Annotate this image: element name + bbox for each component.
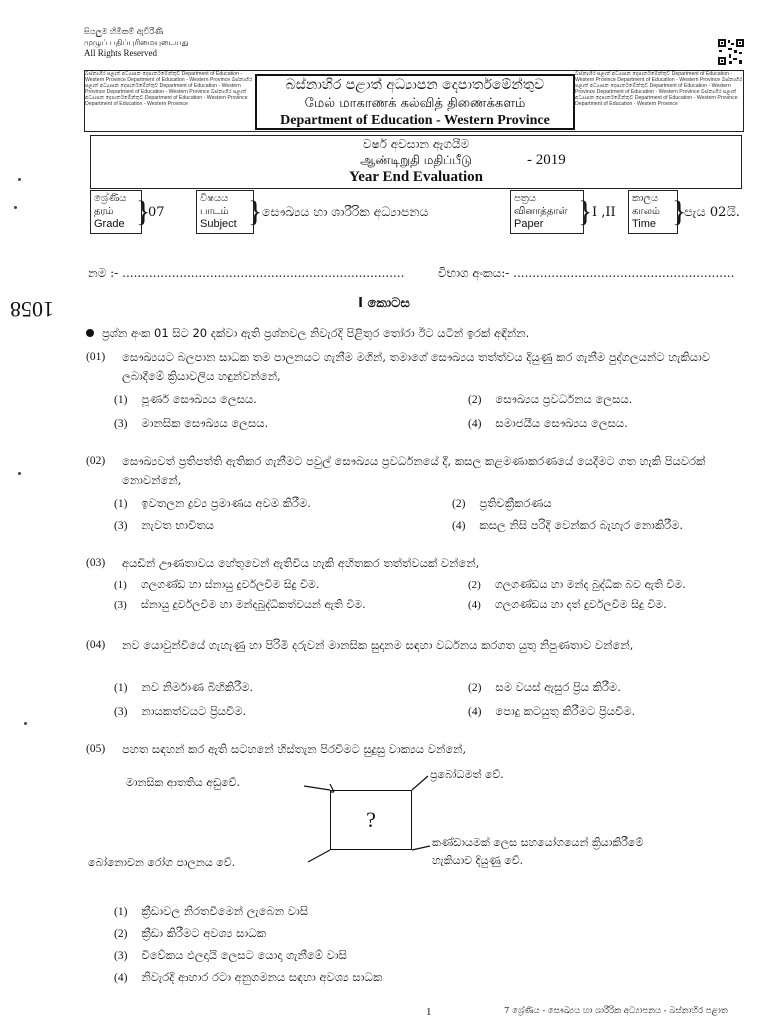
subject-value: සෞඛ්‍යය හා ශාරීරික අධ්‍යාපනය bbox=[262, 204, 429, 219]
question-number: (04) bbox=[86, 639, 106, 651]
question-text: සෞඛ්‍යයට බලපාන සාධක තම පාලනයට ගැනීම මගින්, තමාගේ සෞඛ්‍යය තත්ත්වය දියුණු කර ගැනීම පුද්ගලයන්ට හැකියාව ලබාදීමේ ක්‍රියාවලිය හඳුන්වන්නේ, bbox=[122, 350, 711, 383]
option[interactable] bbox=[114, 926, 266, 941]
time-label-cell bbox=[628, 190, 678, 234]
name-field[interactable] bbox=[88, 266, 404, 281]
diagram-label-top-left: මානසික ආතතිය අඩුවේ. bbox=[126, 776, 241, 789]
option-number: (1) bbox=[114, 579, 127, 591]
option-number: (4) bbox=[452, 520, 466, 532]
option[interactable] bbox=[468, 680, 621, 695]
option[interactable] bbox=[114, 496, 311, 511]
option-text: ගලගණ්ඩය හා දත් දුර්වලවීම සිදු වීම. bbox=[494, 598, 667, 611]
option-number: (1) bbox=[114, 498, 128, 510]
option-text: පොදු කටයුතු කිරීමට ප්‍රියවීම. bbox=[495, 704, 636, 718]
option[interactable] bbox=[114, 578, 319, 592]
part-title: I කොටස bbox=[358, 296, 410, 311]
option[interactable] bbox=[114, 598, 366, 612]
department-name-ta: மேல் மாகாணக் கல்வித் திணைக்களம் bbox=[304, 96, 526, 111]
evaluation-title-en: Year End Evaluation bbox=[349, 169, 483, 185]
name-dotted-line: .......................................................................... bbox=[122, 266, 405, 280]
option[interactable] bbox=[468, 578, 686, 592]
diagram-label-top-right: ප්‍රබෝධමත් වේ. bbox=[430, 768, 504, 781]
scan-dot bbox=[18, 178, 21, 181]
option-number: (4) bbox=[468, 418, 482, 430]
option[interactable] bbox=[452, 496, 552, 511]
option-number: (4) bbox=[468, 706, 482, 718]
subject-label-ta: பாடம் bbox=[200, 206, 229, 217]
time-label-ta: காலம் bbox=[632, 206, 660, 217]
diagram-label-bottom-right-2: හැකියාව දියුණු වේ. bbox=[432, 854, 524, 867]
option-text: ඉවතලන ද්‍රව්‍ය ප්‍රමාණය අවම කිරීම. bbox=[141, 496, 311, 510]
option-text: සෞඛ්‍යය ප්‍රවර්ධනය ලෙසය. bbox=[495, 392, 633, 406]
option-number: (3) bbox=[114, 706, 128, 718]
question-text: අයඩින් ඌණතාවය හේතුවෙන් ඇතිවිය හැකි අහිතකර තත්ත්වයක් වන්නේ, bbox=[122, 556, 480, 570]
time-label-si: කාලය bbox=[632, 193, 659, 204]
option-text: නිවැරදි ආහාර රටා අනුගමනය සඳහා අවශ්‍ය සාධක bbox=[141, 970, 383, 984]
diagram-label-bottom-left: බෝනොවන රෝග පාලනය වේ. bbox=[88, 856, 236, 869]
scan-dot bbox=[14, 206, 17, 209]
index-dotted-line: .......................................................... bbox=[513, 266, 735, 280]
option-text: සම වයස් ඇසුර ප්‍රිය කිරීම. bbox=[495, 680, 621, 694]
evaluation-title-ta: ஆண்டிறுதி மதிப்பீடு bbox=[360, 153, 472, 167]
exam-meta-row bbox=[90, 190, 742, 234]
department-header bbox=[84, 70, 744, 132]
qr-code-icon bbox=[717, 38, 745, 66]
option[interactable] bbox=[114, 904, 308, 919]
option-number: (3) bbox=[114, 599, 127, 611]
grade-label-en: Grade bbox=[94, 218, 125, 230]
question-text: සෞඛ්‍යවත් ප්‍රතිපත්ති ඇතිකර ගැනීමට පවුල් සෞඛ්‍යය ප්‍රවර්ධනයේ දී, කසල කළමණාකරණයේ යෙදීමට ගත හැකි පියවරක් නොවන්නේ, bbox=[122, 454, 706, 487]
question-5 bbox=[86, 740, 754, 759]
watermark-pattern-right: බස්නාහිර පළාත් අධ්‍යාපන දෙපාර්තමේන්තුව Department of Education - Western Province Department of Education - Western Province බස්නාහිර පළාත් අධ්‍යාපන දෙපාර්තමේන්තුව Department of Education - Western Province Department of Education - Western Province බස්නාහිර පළාත් අධ්‍යාපන දෙපාර්තමේන්තුව Department of Education - Western Province Department of Education - Western Province bbox=[575, 71, 743, 107]
paper-label-en: Paper bbox=[514, 218, 544, 230]
option[interactable] bbox=[468, 392, 632, 407]
option-text: පූර්ණ සෞඛ්‍යය ලෙසය. bbox=[141, 392, 257, 406]
time-value: පැය 02යි. bbox=[684, 204, 740, 220]
paper-value: I ,II bbox=[592, 204, 616, 220]
option-text: විවේකය ඵලදායි ලෙසට යොදා ගැනීමේ වාසි bbox=[141, 948, 347, 962]
grade-value: 07 bbox=[148, 204, 165, 220]
option-number: (1) bbox=[114, 682, 128, 694]
question-number: (05) bbox=[86, 743, 106, 755]
instruction bbox=[86, 326, 529, 341]
option[interactable] bbox=[468, 704, 635, 719]
instruction-text: ප්‍රශ්න අංක 01 සිට 20 දක්වා ඇති ප්‍රශ්නවල නිවැරදි පිළිතුර තෝරා ඊට යටින් ඉරක් අඳින්න. bbox=[102, 326, 530, 340]
option[interactable] bbox=[114, 948, 347, 963]
question-number: (03) bbox=[86, 557, 106, 569]
copyright-si: සියලුම හිමිකම් ඇවිරිණි bbox=[84, 27, 164, 36]
index-number-label: විභාග අංකය:- bbox=[438, 266, 510, 280]
copyright-block bbox=[84, 26, 189, 59]
question-3 bbox=[86, 554, 754, 573]
evaluation-year: - 2019 bbox=[527, 152, 566, 168]
grade-label-cell bbox=[90, 190, 142, 234]
option[interactable] bbox=[468, 598, 667, 612]
option-text: නැවත භාවිතය bbox=[141, 518, 214, 532]
index-number-field[interactable] bbox=[438, 266, 734, 281]
time-label-en: Time bbox=[632, 218, 657, 230]
department-name-si: බස්නාහිර පළාත් අධ්‍යාපන දෙපාර්තමේන්තුව bbox=[285, 77, 545, 93]
option-text: ස්නායු දුර්වලවීම හා මන්දබුද්ධිකත්වයන් ඇති වීම. bbox=[140, 598, 366, 611]
option-text: ප්‍රතිචක්‍රීකරණය bbox=[479, 496, 552, 510]
paper-label-ta: வினாத்தாள் bbox=[514, 206, 568, 217]
option-text: මානසික සෞඛ්‍යය ලෙසය. bbox=[141, 416, 269, 430]
evaluation-title-box bbox=[90, 135, 742, 189]
option-number: (3) bbox=[114, 950, 128, 962]
department-title-box bbox=[255, 74, 575, 130]
option-text: ක්‍රීඩාවල නිරතවීමෙන් ලැබෙන වාසි bbox=[141, 904, 309, 918]
footer-subject-text: 7 ශ්‍රේණිය - සෞඛ්‍යය හා ශාරීරික අධ්‍යාපනය - බස්නාහිර පළාත bbox=[504, 1006, 728, 1016]
option-text: ක්‍රීඩා කිරීමට අවශ්‍ය සාධක bbox=[141, 926, 267, 940]
question-number: (02) bbox=[86, 455, 106, 467]
option[interactable] bbox=[114, 704, 246, 719]
subject-label-si: විෂයය bbox=[200, 193, 229, 204]
option-number: (2) bbox=[468, 682, 482, 694]
option-number: (3) bbox=[114, 520, 128, 532]
bullet-icon bbox=[86, 329, 94, 337]
question-number: (01) bbox=[86, 351, 106, 363]
page-number: 1 bbox=[426, 1006, 432, 1018]
option[interactable] bbox=[452, 518, 683, 533]
paper-label-si: පත්‍රය bbox=[514, 193, 537, 204]
subject-label-en: Subject bbox=[200, 218, 237, 230]
option-number: (1) bbox=[114, 394, 128, 406]
option-text: නායකත්වයට ප්‍රියවීම. bbox=[141, 704, 247, 718]
option-number: (2) bbox=[114, 928, 128, 940]
option[interactable] bbox=[114, 392, 257, 407]
scan-dot bbox=[18, 472, 21, 475]
brace: } bbox=[672, 195, 687, 228]
brace: } bbox=[578, 195, 593, 228]
diagram-label-bottom-right-1: කණ්ඩායමක් ලෙස සහයෝගයෙන් ක්‍රියාකිරීමේ bbox=[432, 836, 644, 849]
question-2 bbox=[86, 452, 754, 490]
copyright-en: All Rights Reserved bbox=[84, 48, 157, 58]
question-4 bbox=[86, 636, 754, 655]
option-text: සමාජයීය සෞඛ්‍යය ලෙසය. bbox=[495, 416, 628, 430]
question-text: නව යොවුන්වියේ ගැහැණු හා පිරිමි දරුවන් මානසික සුදානම සඳහා වර්ධනය කරගත යුතු නිපුණතාව වන්නේ, bbox=[122, 638, 634, 652]
option-number: (2) bbox=[468, 579, 481, 591]
option[interactable] bbox=[114, 518, 214, 533]
brace: } bbox=[136, 195, 151, 228]
watermark-pattern-left: බස්නාහිර පළාත් අධ්‍යාපන දෙපාර්තමේන්තුව Department of Education - Western Province Department of Education - Western Province බස්නාහිර පළාත් අධ්‍යාපන දෙපාර්තමේන්තුව Department of Education - Western Province Department of Education - Western Province බස්නාහිර පළාත් අධ්‍යාපන දෙපාර්තමේන්තුව Department of Education - Western Province Department of Education - Western Province bbox=[85, 71, 253, 107]
option-text: ගලගණ්ඩ හා ස්නායු දුර්වලවීම සිදු වීම. bbox=[140, 578, 320, 591]
department-name-en: Department of Education - Western Province bbox=[280, 113, 550, 128]
option-number: (4) bbox=[114, 972, 128, 984]
paper-label-cell bbox=[510, 190, 584, 234]
grade-label-ta: தரம் bbox=[94, 206, 114, 217]
option-text: ගලගණ්ඩය හා මන්ද බුද්ධික බව ඇති වීම. bbox=[494, 578, 686, 591]
brace: } bbox=[248, 195, 263, 228]
diagram-blank-box: ? bbox=[330, 790, 412, 850]
grade-label-si: ශ්‍රේණිය bbox=[94, 193, 127, 204]
option-number: (4) bbox=[468, 599, 481, 611]
option[interactable] bbox=[114, 680, 253, 695]
copyright-ta: முழுப் பதிப்புரிமையுடையது bbox=[84, 38, 189, 47]
option-number: (2) bbox=[452, 498, 466, 510]
option-text: නව නිර්මාණ බිහිකිරීම. bbox=[141, 680, 254, 694]
subject-label-cell bbox=[196, 190, 254, 234]
scan-dot bbox=[24, 722, 27, 725]
option[interactable] bbox=[114, 970, 382, 985]
evaluation-title-si: වර්ෂ අවසාන ඇගයීම bbox=[362, 137, 470, 151]
name-label: නම :- bbox=[88, 266, 119, 280]
side-serial-number: 1058 bbox=[10, 297, 54, 322]
option-number: (1) bbox=[114, 906, 128, 918]
option[interactable] bbox=[468, 416, 628, 431]
option-number: (3) bbox=[114, 418, 128, 430]
question-1 bbox=[86, 348, 754, 386]
option[interactable] bbox=[114, 416, 268, 431]
option-number: (2) bbox=[468, 394, 482, 406]
question-text: පහත සඳහන් කර ඇති සටහනේ හිස්තැන පිරවීමට සුදුසු වාක්‍යය වන්නේ, bbox=[122, 742, 467, 756]
option-text: කසල නිසි පරිදි වෙන්කර බැහැර නොකිරීම. bbox=[479, 518, 684, 532]
